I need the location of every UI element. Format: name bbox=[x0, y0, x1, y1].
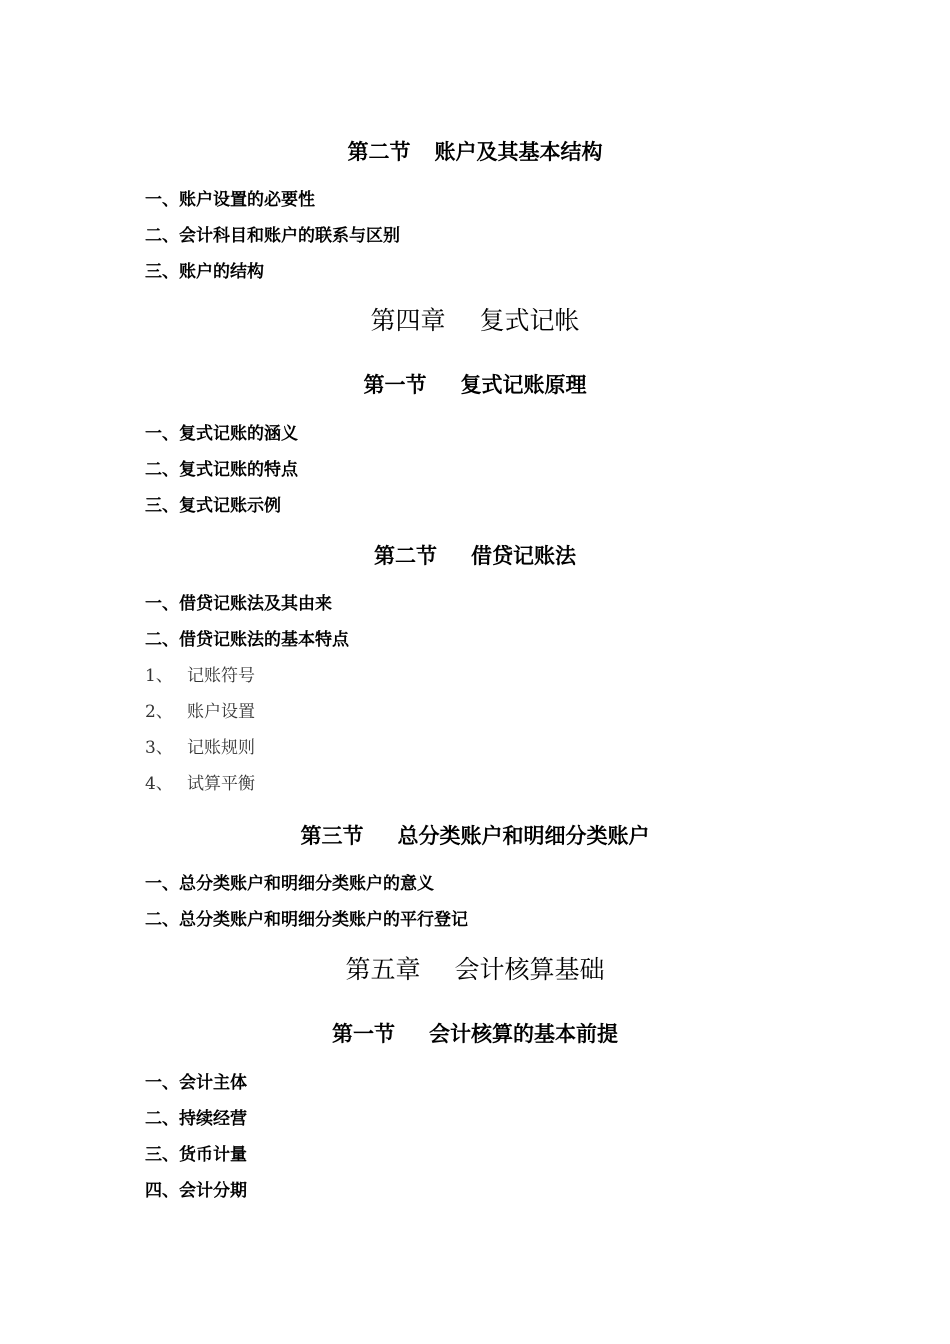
sub-list-item bbox=[145, 668, 255, 685]
section-title: 会计核算的基本前提 bbox=[429, 1021, 618, 1046]
section-title: 账户及其基本结构 bbox=[434, 139, 603, 164]
list-item: 四、会计分期 bbox=[145, 1181, 247, 1201]
section-number: 第二节 bbox=[374, 543, 437, 568]
sub-item-number: 3、 bbox=[145, 738, 173, 758]
list-item: 三、复式记账示例 bbox=[145, 496, 281, 516]
sub-item-text: 账户设置 bbox=[187, 702, 255, 722]
chapter-title: 复式记帐 bbox=[479, 306, 580, 335]
chapter-number: 第四章 bbox=[370, 306, 446, 335]
list-item: 二、总分类账户和明细分类账户的平行登记 bbox=[145, 910, 468, 930]
list-item: 二、借贷记账法的基本特点 bbox=[145, 630, 349, 650]
list-item: 一、会计主体 bbox=[145, 1073, 247, 1093]
list-item: 一、借贷记账法及其由来 bbox=[145, 594, 332, 614]
section-heading bbox=[0, 545, 950, 566]
section-heading bbox=[0, 825, 950, 846]
section-number: 第一节 bbox=[363, 372, 427, 397]
sub-item-text: 记账规则 bbox=[187, 738, 255, 758]
section-heading bbox=[0, 374, 950, 395]
sub-list-item bbox=[145, 776, 255, 793]
list-item: 三、货币计量 bbox=[145, 1145, 247, 1165]
sub-item-text: 记账符号 bbox=[187, 666, 255, 686]
sub-item-number: 1、 bbox=[145, 666, 173, 686]
section-title: 复式记账原理 bbox=[460, 372, 587, 397]
section-number: 第一节 bbox=[332, 1021, 395, 1046]
sub-item-text: 试算平衡 bbox=[187, 774, 255, 794]
list-item: 二、会计科目和账户的联系与区别 bbox=[145, 226, 400, 246]
section-heading bbox=[0, 1023, 950, 1044]
sub-list-item bbox=[145, 740, 255, 757]
list-item: 一、复式记账的涵义 bbox=[145, 424, 298, 444]
section-number: 第二节 bbox=[347, 139, 411, 164]
chapter-heading bbox=[0, 308, 950, 333]
section-title: 总分类账户和明细分类账户 bbox=[397, 823, 650, 848]
list-item: 三、账户的结构 bbox=[145, 262, 264, 282]
section-title: 借贷记账法 bbox=[471, 543, 576, 568]
sub-item-number: 2、 bbox=[145, 702, 173, 722]
list-item: 一、账户设置的必要性 bbox=[145, 190, 315, 210]
sub-list-item bbox=[145, 704, 255, 721]
list-item: 二、持续经营 bbox=[145, 1109, 247, 1129]
section-heading bbox=[0, 141, 950, 162]
list-item: 二、复式记账的特点 bbox=[145, 460, 298, 480]
list-item: 一、总分类账户和明细分类账户的意义 bbox=[145, 874, 434, 894]
section-number: 第三节 bbox=[300, 823, 364, 848]
chapter-number: 第五章 bbox=[345, 955, 421, 984]
chapter-title: 会计核算基础 bbox=[454, 955, 605, 984]
sub-item-number: 4、 bbox=[145, 774, 173, 794]
chapter-heading bbox=[0, 957, 950, 982]
